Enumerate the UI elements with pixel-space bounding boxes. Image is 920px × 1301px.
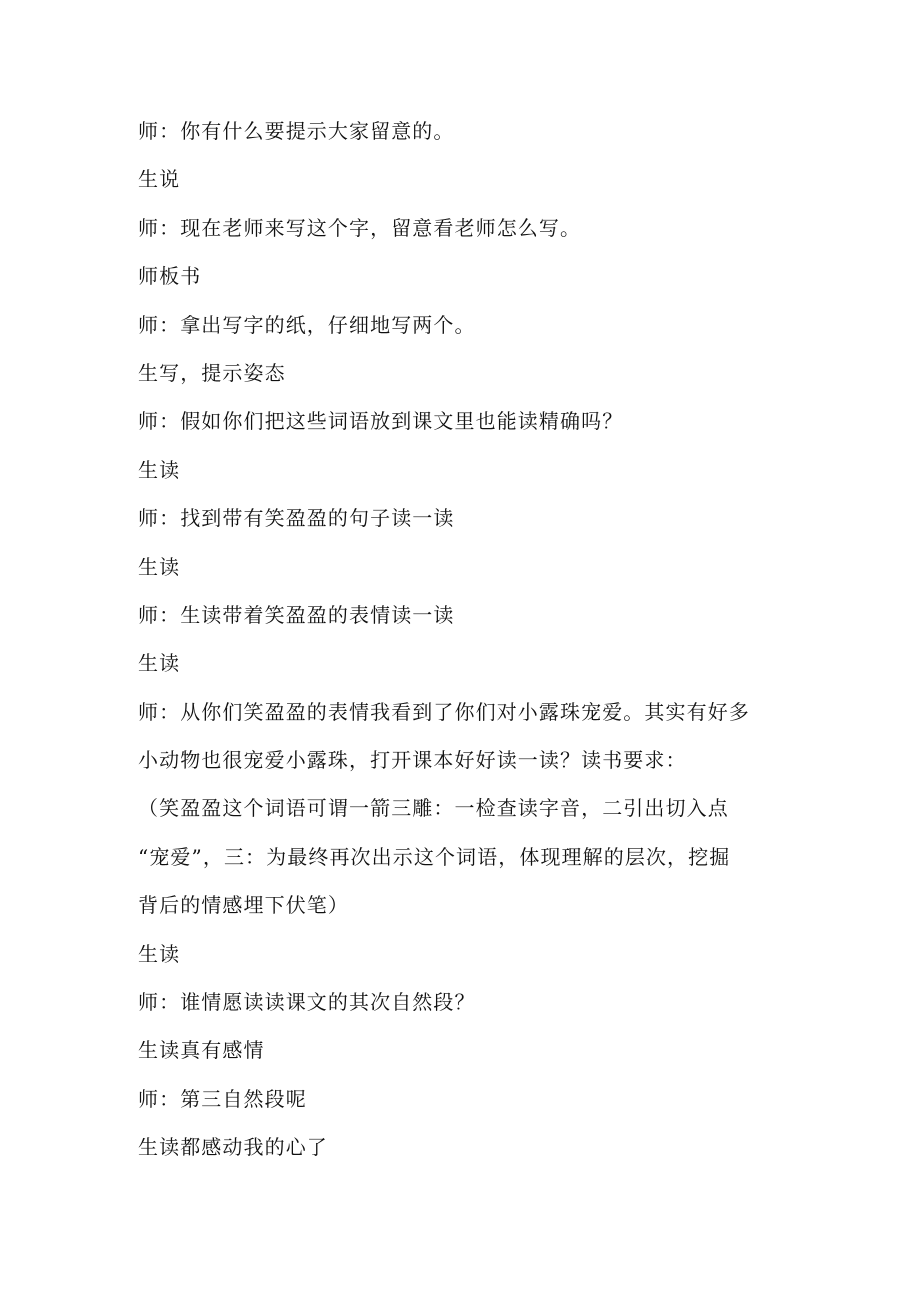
document-body xyxy=(138,107,778,1172)
text-line: 师：拿出写字的纸，仔细地写两个。 xyxy=(138,312,476,337)
text-line: 生读 xyxy=(138,554,181,579)
text-line: （笑盈盈这个词语可谓一箭三雕：一检查读字音，二引出切入点 xyxy=(138,796,729,821)
text-line: 生读 xyxy=(138,941,181,966)
text-line: 生说 xyxy=(138,167,181,192)
text-line: 师：生读带着笑盈盈的表情读一读 xyxy=(138,602,455,627)
text-line: 生写，提示姿态 xyxy=(138,360,286,385)
text-line: 师：谁情愿读读课文的其次自然段？ xyxy=(138,990,476,1015)
text-line: 小动物也很宠爱小露珠，打开课本好好读一读？读书要求： xyxy=(138,748,687,773)
text-line: 师：第三自然段呢 xyxy=(138,1086,307,1111)
text-line: 生读都感动我的心了 xyxy=(138,1135,328,1160)
text-line: 师：你有什么要提示大家留意的。 xyxy=(138,119,455,143)
text-line: 师板书 xyxy=(138,264,202,289)
text-line: 生读 xyxy=(138,457,181,482)
text-line: 师：现在老师来写这个字，留意看老师怎么写。 xyxy=(138,215,582,240)
text-line: 生读真有感情 xyxy=(138,1038,265,1063)
text-line: “宠爱”，三：为最终再次出示这个词语，体现理解的层次，挖掘 xyxy=(138,844,731,869)
text-line: 背后的情感埋下伏笔） xyxy=(138,893,349,918)
text-line: 师：假如你们把这些词语放到课文里也能读精确吗？ xyxy=(138,409,624,434)
text-line: 师：从你们笑盈盈的表情我看到了你们对小露珠宠爱。其实有好多 xyxy=(138,699,750,724)
text-line: 师：找到带有笑盈盈的句子读一读 xyxy=(138,506,455,531)
text-line: 生读 xyxy=(138,651,181,676)
